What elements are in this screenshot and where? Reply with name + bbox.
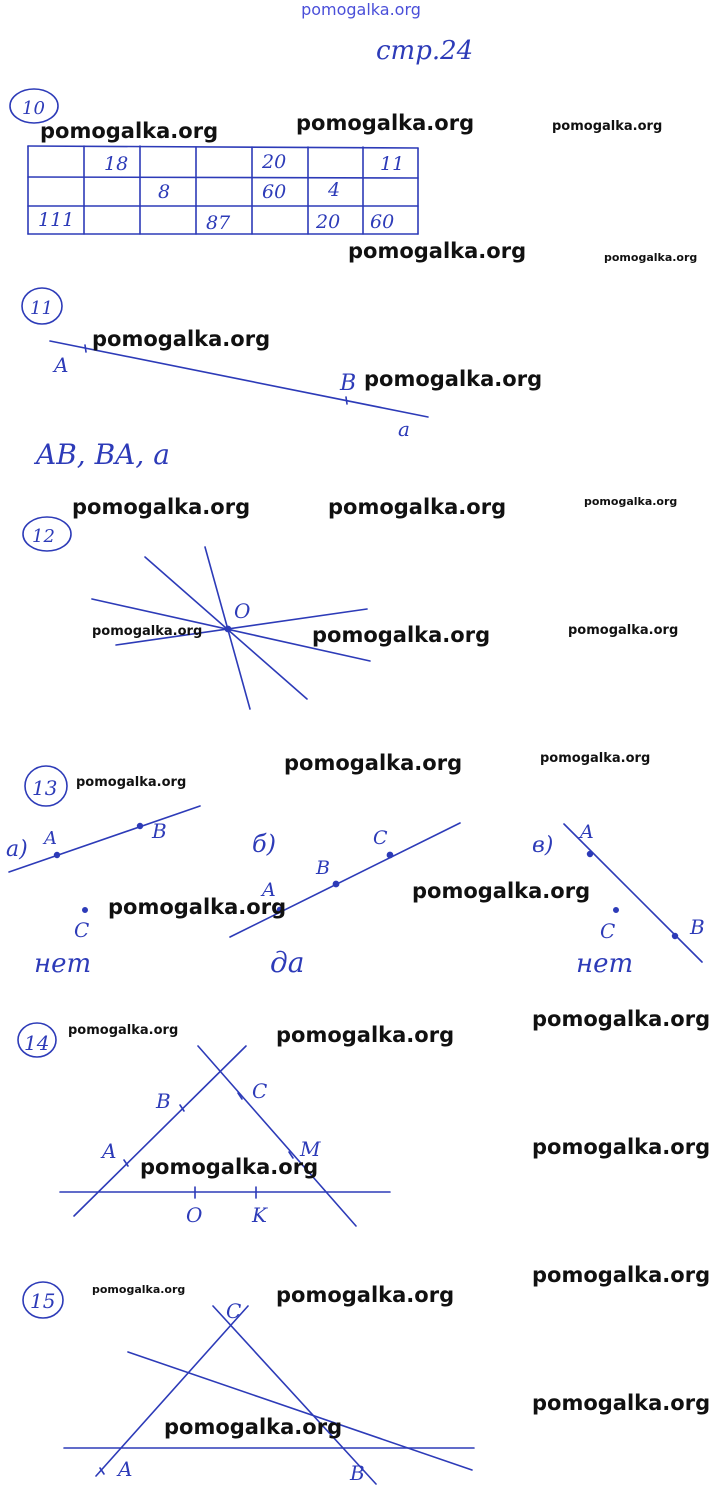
task-14-label-m: M <box>300 1137 321 1161</box>
table-cell: 20 <box>316 211 341 233</box>
task-13c-answer: нет <box>576 949 634 979</box>
watermark: pomogalka.org <box>108 895 287 919</box>
task-13c-part-label: в) <box>532 833 554 858</box>
watermark: pomogalka.org <box>532 1007 711 1031</box>
task-11-label-b: B <box>340 371 357 396</box>
task-11-point-b-tick <box>346 397 347 404</box>
watermark: pomogalka.org <box>584 495 678 508</box>
task-14-label-k: K <box>252 1203 267 1227</box>
task-13a-answer: нет <box>34 949 92 979</box>
task-13a-label-c: C <box>74 918 90 942</box>
watermark: pomogalka.org <box>296 111 475 135</box>
task-13b-point-b <box>333 881 338 886</box>
watermark: pomogalka.org <box>40 119 219 143</box>
task-14-line-cm <box>198 1046 356 1226</box>
table-cell: 8 <box>158 181 171 203</box>
task-13c-point-a <box>588 852 593 857</box>
watermark: pomogalka.org <box>92 1283 186 1296</box>
task-14-label-o: O <box>186 1203 203 1227</box>
task-12-label-o: O <box>234 599 251 623</box>
table-cell: 60 <box>262 181 287 203</box>
task-14-label-c: C <box>252 1079 268 1103</box>
task-12-number: 12 <box>32 526 55 547</box>
task-13b-answer: да <box>270 946 305 979</box>
task-11-number: 11 <box>30 298 53 319</box>
task-15-label-b: B <box>350 1461 365 1485</box>
table-cell: 87 <box>206 212 231 234</box>
task-11-point-a-tick <box>85 345 86 352</box>
task-13c-label-a: A <box>580 821 594 843</box>
watermark: pomogalka.org <box>364 367 543 391</box>
task-11-label-line: a <box>398 417 410 441</box>
task-13b-label-b: B <box>316 857 330 879</box>
task-15-number: 15 <box>30 1289 56 1313</box>
task-13c-point-c <box>614 908 618 912</box>
task-13a-point-a <box>55 853 60 858</box>
task-13a-part-label: а) <box>6 837 28 862</box>
table-cell: 11 <box>380 153 405 175</box>
task-13c-point-b <box>673 934 678 939</box>
page-label: стр.24 <box>376 36 474 66</box>
task-15-label-a: A <box>118 1457 133 1481</box>
task-13b-label-c: C <box>373 827 388 849</box>
watermark: pomogalka.org <box>276 1283 455 1307</box>
task-13a-point-b <box>138 824 143 829</box>
task-15-line-ac <box>96 1306 248 1476</box>
watermark: pomogalka.org <box>348 239 527 263</box>
watermark: pomogalka.org <box>276 1023 455 1047</box>
watermark-top: pomogalka.org <box>301 0 421 19</box>
task-13b-part-label: б) <box>252 830 277 858</box>
task-13b-point-c <box>387 852 392 857</box>
task-12-point-o-dot <box>225 626 230 631</box>
watermark: pomogalka.org <box>68 1023 179 1038</box>
task-13-number: 13 <box>32 776 58 800</box>
watermark: pomogalka.org <box>532 1391 711 1415</box>
task-14-label-b: B <box>156 1089 171 1113</box>
task-14-label-a: A <box>102 1139 117 1163</box>
task-13a-label-a: A <box>44 828 57 849</box>
task-15-line-cb <box>213 1306 376 1484</box>
task-11-answer: AB, BA, a <box>36 438 170 471</box>
table-cell: 4 <box>328 179 341 201</box>
watermark: pomogalka.org <box>284 751 463 775</box>
watermark: pomogalka.org <box>604 251 698 264</box>
watermark: pomogalka.org <box>164 1415 343 1439</box>
watermark: pomogalka.org <box>532 1135 711 1159</box>
task-13b-label-a: A <box>262 879 276 901</box>
watermark: pomogalka.org <box>76 775 187 790</box>
task-13a-point-c <box>83 908 87 912</box>
task-13c-label-b: B <box>690 915 705 939</box>
table-cell: 60 <box>370 211 395 233</box>
task-15-label-c: C <box>226 1299 242 1323</box>
task-15-third-line <box>128 1352 472 1470</box>
table-cell: 20 <box>262 151 287 173</box>
table-cell: 18 <box>104 153 129 175</box>
watermark: pomogalka.org <box>140 1155 319 1179</box>
task-11-label-a: A <box>54 353 69 377</box>
watermark: pomogalka.org <box>532 1263 711 1287</box>
task-13a-label-b: B <box>152 819 167 843</box>
task-10-table-values <box>38 151 404 234</box>
task-13c-label-c: C <box>600 919 616 943</box>
watermark: pomogalka.org <box>328 495 507 519</box>
watermark: pomogalka.org <box>540 751 651 766</box>
watermark: pomogalka.org <box>92 624 203 639</box>
task-13a-line <box>9 806 200 872</box>
watermark: pomogalka.org <box>92 327 271 351</box>
watermark: pomogalka.org <box>412 879 591 903</box>
task-14-number: 14 <box>24 1031 50 1055</box>
task-10-number: 10 <box>22 98 45 119</box>
watermark: pomogalka.org <box>568 623 679 638</box>
table-cell: 111 <box>38 209 75 231</box>
watermark: pomogalka.org <box>312 623 491 647</box>
watermark: pomogalka.org <box>552 119 663 134</box>
watermark: pomogalka.org <box>72 495 251 519</box>
